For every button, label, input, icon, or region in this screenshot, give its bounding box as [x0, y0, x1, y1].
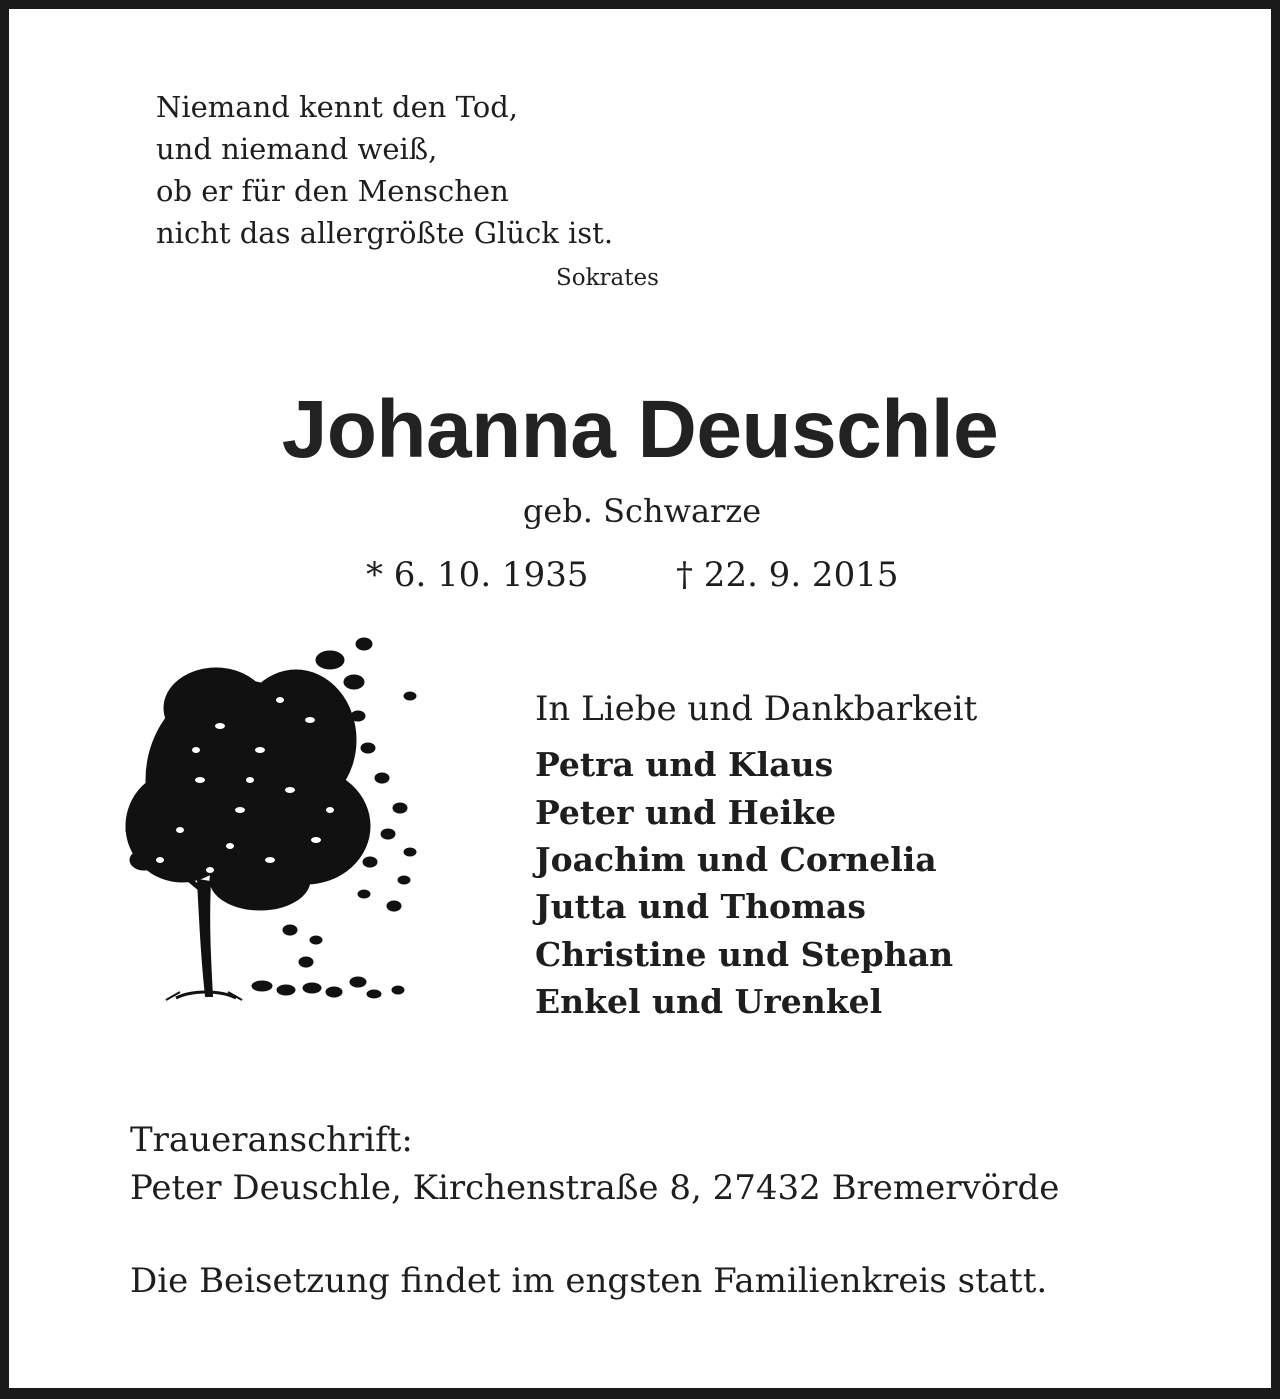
quote-line-3: ob er für den Menschen: [156, 174, 509, 208]
mourner-name: Enkel und Urenkel: [535, 982, 883, 1021]
quote-author: Sokrates: [556, 265, 659, 291]
address-label: Traueranschrift:: [130, 1120, 413, 1160]
address-line: Peter Deuschle, Kirchenstraße 8, 27432 Bremervörde: [130, 1168, 1060, 1208]
quote-line-2: und niemand weiß,: [156, 132, 438, 166]
maiden-name: geb. Schwarze: [522, 492, 762, 530]
mourner-name: Petra und Klaus: [535, 745, 834, 784]
quote-line-1: Niemand kennt den Tod,: [156, 90, 518, 124]
windblown-tree-icon: [120, 630, 430, 1010]
birth-date: * 6. 10. 1935: [366, 555, 589, 595]
deceased-name: Johanna Deuschle: [281, 384, 999, 475]
mourner-name: Christine und Stephan: [535, 935, 954, 974]
mourner-name: Joachim und Cornelia: [535, 840, 937, 879]
mourners-intro: In Liebe und Dankbarkeit: [535, 689, 978, 729]
quote-line-4: nicht das allergrößte Glück ist.: [156, 216, 614, 250]
mourner-name: Jutta und Thomas: [535, 887, 866, 926]
funeral-notice: Die Beisetzung findet im engsten Familienkreis statt.: [130, 1261, 1048, 1301]
death-date: † 22. 9. 2015: [676, 555, 899, 595]
mourner-name: Peter und Heike: [535, 793, 837, 832]
